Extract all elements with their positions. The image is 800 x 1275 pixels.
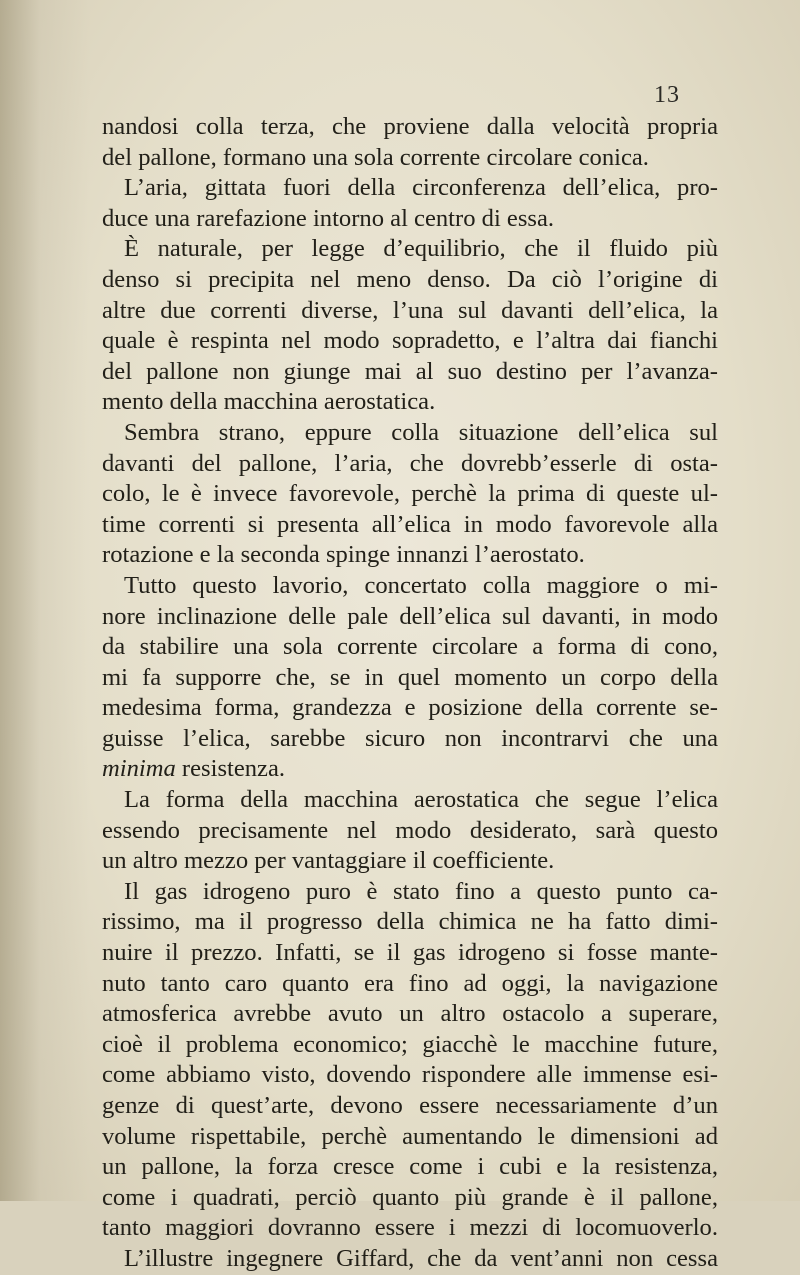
text-line: volume rispettabile, perchè aumentando le dimensioni ad	[102, 1122, 718, 1150]
body-text	[102, 112, 718, 1275]
text-line: come abbiamo visto, dovendo rispondere alle immense esi-	[102, 1061, 718, 1089]
text-line: Sembra strano, eppure colla situazione dell’elica sul	[124, 418, 718, 446]
text-line: un altro mezzo per vantaggiare il coefficiente.	[102, 847, 555, 875]
text-line: L’aria, gittata fuori della circonferenza dell’elica, pro-	[124, 174, 718, 202]
text-line: nuire il prezzo. Infatti, se il gas idrogeno si fosse mante-	[102, 939, 718, 967]
text-line: mi fa supporre che, se in quel momento un corpo della	[102, 663, 718, 691]
text-line: un pallone, la forza cresce come i cubi e la resistenza,	[102, 1153, 718, 1181]
text-line	[102, 754, 718, 785]
text-line: genze di quest’arte, devono essere necessariamente d’un	[102, 1092, 718, 1119]
text-line: nuto tanto caro quanto era fino ad oggi, la navigazione	[102, 969, 718, 997]
text-line: da stabilire una sola corrente circolare a forma di cono,	[102, 633, 718, 661]
text-line: mento della macchina aerostatica.	[102, 388, 436, 416]
text-line: cioè il problema economico; giacchè le macchine future,	[102, 1030, 718, 1058]
text-line: altre due correnti diverse, l’una sul davanti dell’elica, la	[102, 296, 718, 324]
text-line: del pallone, formano una sola corrente circolare conica.	[102, 143, 649, 171]
text-line: rotazione e la seconda spinge innanzi l’aerostato.	[102, 541, 585, 569]
italic-word: minima	[102, 755, 176, 783]
text-line: Tutto questo lavorio, concertato colla maggiore o mi-	[124, 571, 718, 599]
text-line: davanti del pallone, l’aria, che dovrebb’esserle di osta-	[102, 449, 718, 477]
page-number: 13	[654, 82, 680, 108]
text-line: come i quadrati, perciò quanto più grande è il pallone,	[102, 1183, 718, 1211]
text-line: quale è respinta nel modo sopradetto, e l’altra dai fianchi	[102, 327, 718, 355]
text-line: nandosi colla terza, che proviene dalla velocità propria	[102, 113, 718, 140]
text-line: È naturale, per legge d’equilibrio, che il fluido più	[124, 235, 718, 263]
text-line: Il gas idrogeno puro è stato fino a questo punto ca-	[124, 877, 718, 905]
text-line: La forma della macchina aerostatica che segue l’elica	[124, 786, 718, 814]
text-line: medesima forma, grandezza e posizione della corrente se-	[102, 694, 718, 722]
text-line: tanto maggiori dovranno essere i mezzi di locomuoverlo.	[102, 1214, 718, 1242]
text-line: guisse l’elica, sarebbe sicuro non incontrarvi che una	[102, 724, 718, 752]
text-line: nore inclinazione delle pale dell’elica sul davanti, in modo	[102, 602, 718, 630]
text-line: L’illustre ingegnere Giffard, che da vent’anni non cessa	[124, 1244, 718, 1272]
text-line-rest: resistenza.	[175, 755, 286, 783]
text-line: essendo precisamente nel modo desiderato, sarà questo	[102, 816, 718, 844]
text-line: del pallone non giunge mai al suo destino per l’avanza-	[102, 357, 718, 385]
text-line: duce una rarefazione intorno al centro di essa.	[102, 204, 555, 232]
text-line: time correnti si presenta all’elica in modo favorevole alla	[102, 510, 718, 538]
text-line: rissimo, ma il progresso della chimica ne ha fatto dimi-	[102, 908, 718, 936]
text-line: atmosferica avrebbe avuto un altro ostacolo a superare,	[102, 1000, 718, 1028]
text-line: colo, le è invece favorevole, perchè la prima di queste ul-	[102, 480, 718, 508]
text-line: denso si precipita nel meno denso. Da ciò l’origine di	[102, 265, 718, 293]
